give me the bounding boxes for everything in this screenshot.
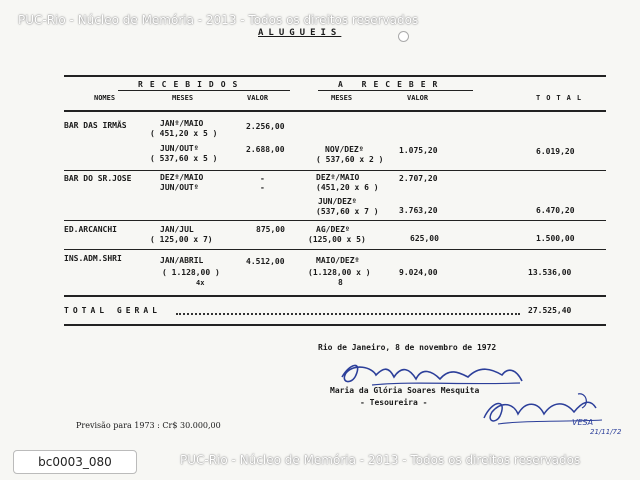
total-geral-label: TOTAL GERAL bbox=[64, 306, 161, 315]
header-a-receber: A RECEBER bbox=[338, 80, 445, 89]
row-ar-valor: 1.075,20 bbox=[399, 146, 438, 155]
row-ar-calc: (125,00 x 5) bbox=[308, 235, 366, 244]
header-recebidos: RECEBIDOS bbox=[138, 80, 245, 89]
col-valor: VALOR bbox=[247, 94, 269, 102]
signer-role: - Tesoureira - bbox=[360, 398, 428, 407]
row-ar-calc: (1.128,00 x ) bbox=[308, 268, 371, 277]
document-title: ALUGUEIS bbox=[258, 28, 342, 38]
row-ar-valor: 2.707,20 bbox=[399, 174, 438, 183]
initials-date: 21/11/72 bbox=[590, 428, 622, 436]
row-divider bbox=[64, 249, 606, 250]
row-rec-calc: ( 451,20 x 5 ) bbox=[150, 129, 218, 138]
row-ar-meses: MAIO/DEZº bbox=[316, 256, 360, 265]
row-rec-valor: 2.688,00 bbox=[246, 145, 285, 154]
total-geral-value: 27.525,40 bbox=[528, 306, 572, 315]
row-rec-calc: ( 1.128,00 ) bbox=[162, 268, 220, 277]
row-ar-meses: DEZº/MAIO bbox=[316, 173, 360, 182]
rule-top bbox=[64, 75, 606, 77]
row-rec-valor: 875,00 bbox=[256, 225, 285, 234]
col-nomes: NOMES bbox=[94, 94, 116, 102]
handwritten-initials bbox=[478, 390, 608, 434]
col-meses: MESES bbox=[172, 94, 194, 102]
row-ar-calc: (537,60 x 7 ) bbox=[316, 207, 379, 216]
row-rec-calc: ( 537,60 x 5 ) bbox=[150, 154, 218, 163]
row-rec-meses: JAN/ABRIL bbox=[160, 256, 204, 265]
document-id-label: bc0003_080 bbox=[13, 450, 137, 474]
initials-mark: VESA bbox=[572, 418, 594, 427]
row-rec-meses: JAN/JUL bbox=[160, 225, 194, 234]
row-ar-calc: (451,20 x 6 ) bbox=[316, 183, 379, 192]
row-name: INS.ADM.SHRI bbox=[64, 254, 122, 263]
col-valor-ar: VALOR bbox=[407, 94, 429, 102]
row-total: 1.500,00 bbox=[536, 234, 575, 243]
row-rec-calc: ( 125,00 x 7) bbox=[150, 235, 213, 244]
row-ar-mult: 8 bbox=[338, 278, 343, 287]
place-date: Rio de Janeiro, 8 de novembro de 1972 bbox=[318, 343, 497, 352]
rule-recebidos bbox=[118, 90, 290, 91]
row-ar-valor: 3.763,20 bbox=[399, 206, 438, 215]
row-ar-meses: NOV/DEZº bbox=[325, 145, 364, 154]
row-divider bbox=[64, 170, 606, 171]
row-ar-meses: JUN/DEZº bbox=[318, 197, 357, 206]
punch-hole bbox=[398, 31, 409, 42]
watermark-top: PUC-Rio - Núcleo de Memória - 2013 - Todos os direitos reservados bbox=[18, 13, 419, 27]
row-name: BAR DAS IRMÃS bbox=[64, 121, 127, 130]
rule-a-receber bbox=[318, 90, 473, 91]
row-name: ED.ARCANCHI bbox=[64, 225, 117, 234]
total-geral-leader bbox=[176, 305, 520, 315]
row-rec-mult: 4x bbox=[196, 279, 205, 287]
row-rec-valor: - bbox=[260, 183, 265, 192]
rule-before-total bbox=[64, 295, 606, 297]
row-total: 6.470,20 bbox=[536, 206, 575, 215]
rule-header-bottom bbox=[64, 110, 606, 112]
row-rec-meses: JUN/OUTº bbox=[160, 144, 199, 153]
row-name: BAR DO SR.JOSE bbox=[64, 174, 132, 183]
rule-bottom bbox=[64, 324, 606, 326]
row-ar-calc: ( 537,60 x 2 ) bbox=[316, 155, 384, 164]
row-rec-valor: - bbox=[260, 174, 265, 183]
row-ar-meses: AG/DEZº bbox=[316, 225, 350, 234]
row-total: 13.536,00 bbox=[528, 268, 572, 277]
watermark-bottom: PUC-Rio - Núcleo de Memória - 2013 - Todos os direitos reservados bbox=[180, 453, 581, 467]
col-total: TOTAL bbox=[536, 94, 588, 102]
row-rec-meses: DEZº/MAIO bbox=[160, 173, 204, 182]
row-total: 6.019,20 bbox=[536, 147, 575, 156]
row-ar-valor: 9.024,00 bbox=[399, 268, 438, 277]
row-rec-meses: JANº/MAIO bbox=[160, 119, 204, 128]
previsao-note: Previsão para 1973 : Cr$ 30.000,00 bbox=[76, 421, 221, 430]
row-divider bbox=[64, 220, 606, 221]
row-ar-valor: 625,00 bbox=[410, 234, 439, 243]
row-rec-valor: 2.256,00 bbox=[246, 122, 285, 131]
signer-name: Maria da Glória Soares Mesquita bbox=[330, 386, 480, 395]
row-rec-valor: 4.512,00 bbox=[246, 257, 285, 266]
row-rec-meses: JUN/OUTº bbox=[160, 183, 199, 192]
col-meses-ar: MESES bbox=[331, 94, 353, 102]
